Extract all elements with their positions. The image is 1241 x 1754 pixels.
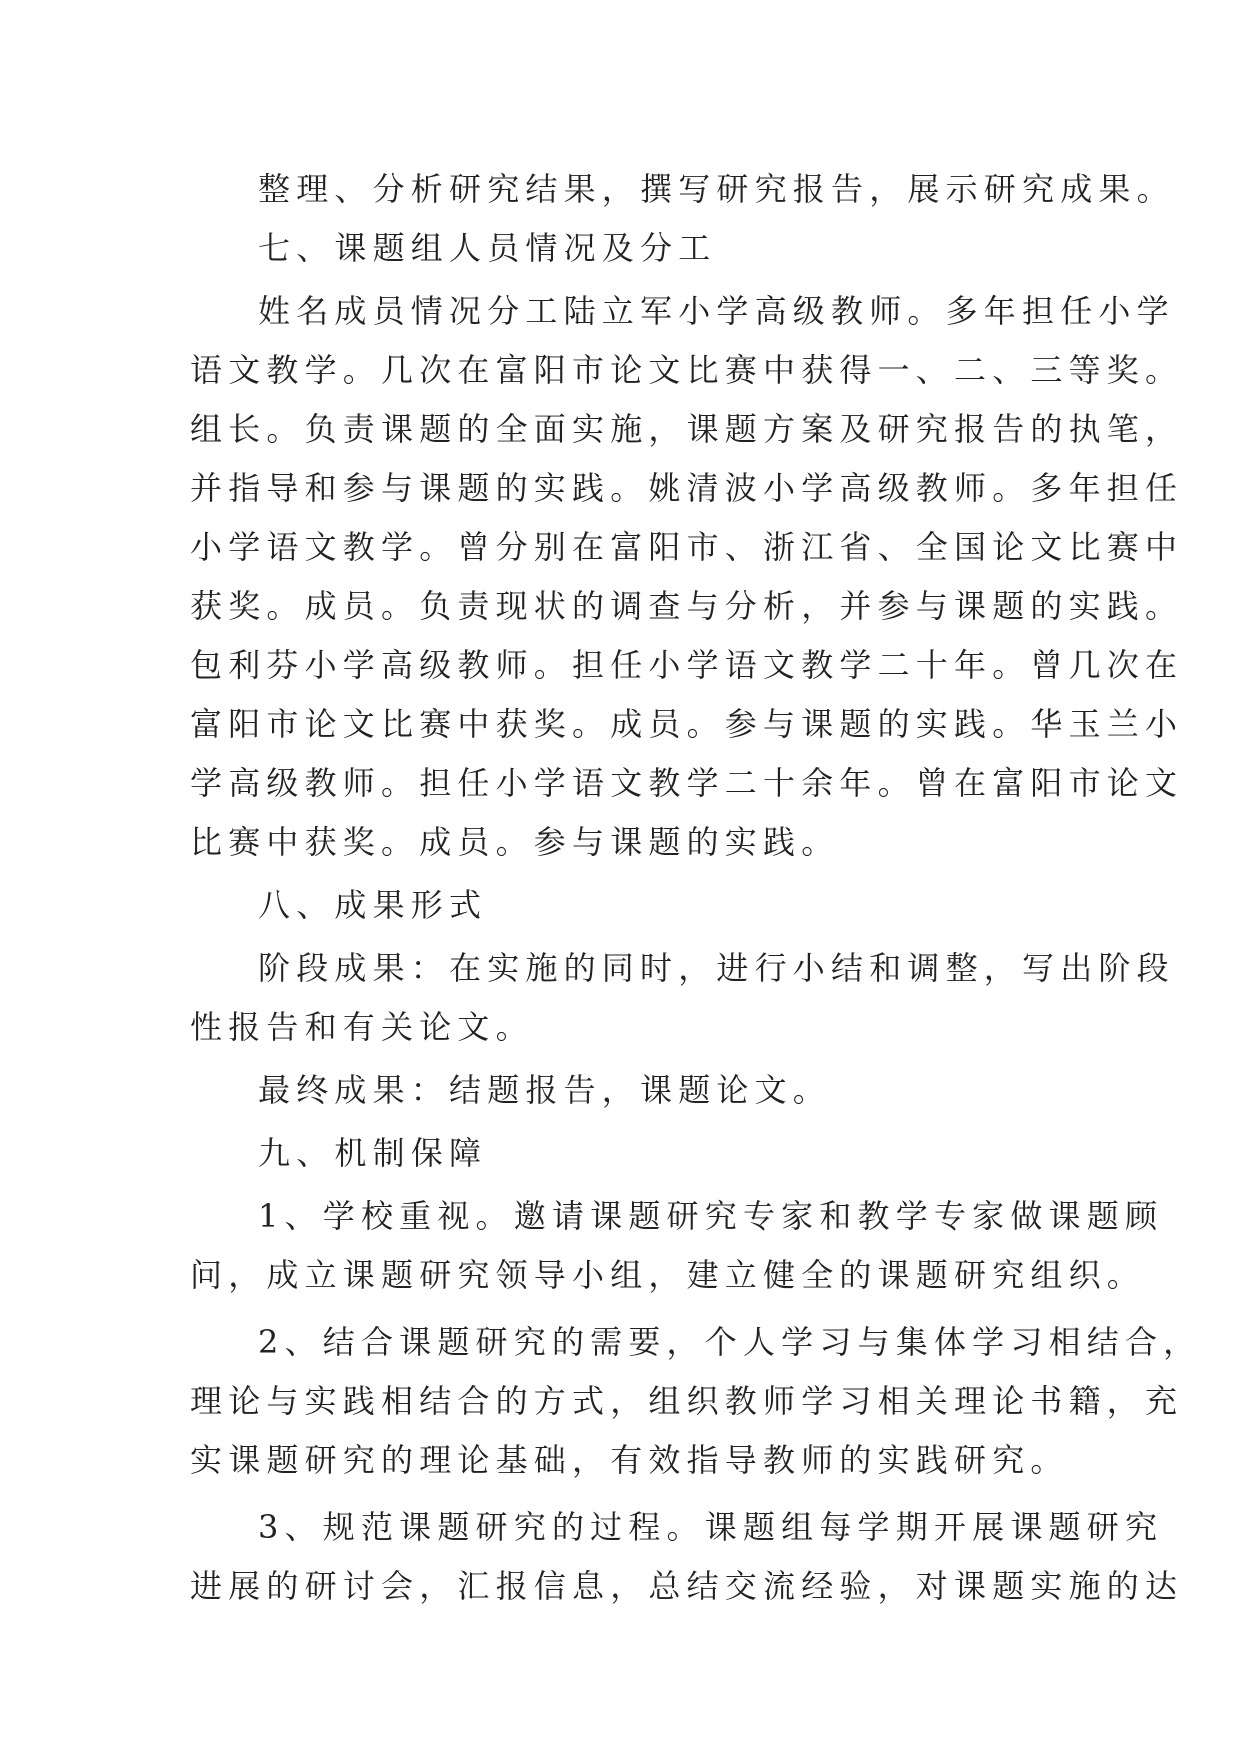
section-heading: 七、课题组人员情况及分工 [258, 229, 717, 267]
paragraph-line: 包利芬小学高级教师。担任小学语文教学二十年。曾几次在 [190, 646, 1184, 684]
section-heading: 八、成果形式 [258, 886, 488, 924]
paragraph-line: 理论与实践相结合的方式，组织教师学习相关理论书籍，充 [190, 1382, 1184, 1420]
paragraph-line: 问，成立课题研究领导小组，建立健全的课题研究组织。 [190, 1256, 1146, 1294]
section-heading: 九、机制保障 [258, 1134, 488, 1172]
paragraph-line: 1、学校重视。邀请课题研究专家和教学专家做课题顾 [258, 1197, 1164, 1235]
paragraph-line: 性报告和有关论文。 [190, 1008, 534, 1046]
paragraph-line: 阶段成果：在实施的同时，进行小结和调整，写出阶段 [258, 949, 1175, 987]
paragraph-line: 实课题研究的理论基础，有效指导教师的实践研究。 [190, 1441, 1069, 1479]
paragraph-line: 并指导和参与课题的实践。姚清波小学高级教师。多年担任 [190, 469, 1184, 507]
paragraph-line: 比赛中获奖。成员。参与课题的实践。 [190, 823, 840, 861]
paragraph-line: 整理、分析研究结果，撰写研究报告，展示研究成果。 [258, 170, 1175, 208]
paragraph-line: 2、结合课题研究的需要，个人学习与集体学习相结合， [258, 1323, 1202, 1361]
document-page [190, 160, 1202, 1616]
paragraph-line: 学高级教师。担任小学语文教学二十余年。曾在富阳市论文 [190, 764, 1184, 802]
paragraph-line: 获奖。成员。负责现状的调查与分析，并参与课题的实践。 [190, 587, 1184, 625]
paragraph-line: 组长。负责课题的全面实施，课题方案及研究报告的执笔， [190, 410, 1184, 448]
paragraph-line: 富阳市论文比赛中获奖。成员。参与课题的实践。华玉兰小 [190, 705, 1184, 743]
paragraph-line: 姓名成员情况分工陆立军小学高级教师。多年担任小学 [258, 292, 1175, 330]
paragraph-line: 小学语文教学。曾分别在富阳市、浙江省、全国论文比赛中 [190, 528, 1184, 566]
paragraph-line: 最终成果：结题报告，课题论文。 [258, 1071, 832, 1109]
paragraph-line: 语文教学。几次在富阳市论文比赛中获得一、二、三等奖。 [190, 351, 1184, 389]
paragraph-line: 进展的研讨会，汇报信息，总结交流经验，对课题实施的达 [190, 1567, 1184, 1605]
paragraph-line: 3、规范课题研究的过程。课题组每学期开展课题研究 [258, 1508, 1164, 1546]
